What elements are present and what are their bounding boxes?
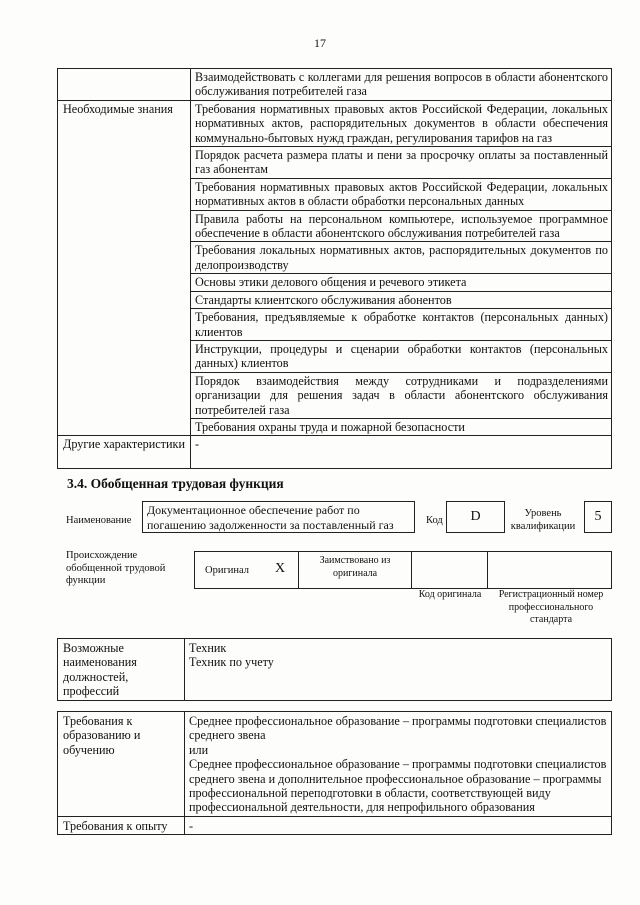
divider [411, 551, 412, 589]
table-row [58, 436, 612, 469]
education-value [185, 712, 612, 817]
code-label: Код [426, 515, 443, 526]
education-label: Требования к образованию и обучению [58, 712, 185, 817]
knowledge-item: Порядок расчета размера платы и пени за просрочку оплаты за поставленный газ абонентам [191, 147, 612, 179]
table-row [58, 712, 612, 817]
knowledge-item: Требования охраны труда и пожарной безопасности [191, 418, 612, 435]
knowledge-item: Требования, предъявляемые к обработке контактов (персональных данных) клиентов [191, 309, 612, 341]
knowledge-item: Требования нормативных правовых актов Российской Федерации, локальных нормативных актов в области обработки персональных данных [191, 178, 612, 210]
knowledge-item: Требования нормативных правовых актов Российской Федерации, локальных нормативных актов, распорядительных документов в области обеспечения коммунально-бытовых нужд граждан, регулирования тарифов на газ [191, 100, 612, 146]
function-name-box: Документационное обеспечение работ по погашению задолженности за поставленный газ [142, 501, 415, 533]
page-number: 17 [314, 36, 326, 50]
table-row [58, 69, 612, 101]
knowledge-item: Требования локальных нормативных актов, распорядительных документов по делопроизводству [191, 242, 612, 274]
knowledge-item: Стандарты клиентского обслуживания абонентов [191, 291, 612, 308]
knowledge-item: Правила работы на персональном компьютере, используемое программное обеспечение в области абонентского обслуживания потребителей газа [191, 210, 612, 242]
code-box: D [446, 501, 505, 533]
knowledge-item: Порядок взаимодействия между сотрудниками и подразделениями организации для решения задач в области абонентского обслуживания потребителей газа [191, 372, 612, 418]
positions-table [57, 638, 612, 701]
other-value: - [191, 436, 612, 469]
level-label: Уровень квалификации [510, 508, 576, 532]
knowledge-item: Основы этики делового общения и речевого этикета [191, 274, 612, 291]
skills-knowledge-table [57, 68, 612, 469]
row-value: Взаимодействовать с коллегами для решения вопросов в области абонентского обслуживания потребителей газа [191, 69, 612, 101]
positions-value [185, 639, 612, 701]
table-row [58, 816, 612, 834]
requirements-table [57, 711, 612, 835]
education-text: или [189, 742, 209, 757]
level-box: 5 [584, 501, 612, 533]
table-row [58, 639, 612, 701]
table-row [58, 100, 612, 146]
name-label: Наименование [66, 515, 132, 526]
position-item: Техник [189, 641, 227, 655]
knowledge-label: Необходимые знания [58, 100, 191, 436]
divider [487, 551, 488, 589]
education-text: Среднее профессиональное образование – программы подготовки специалистов среднего звена [189, 714, 607, 743]
row-label [58, 69, 191, 101]
code-caption: Код оригинала [418, 589, 482, 600]
divider [298, 551, 299, 589]
reg-caption: Регистрационный номер профессионального стандарта [498, 589, 604, 625]
other-label: Другие характеристики [58, 436, 191, 469]
experience-label: Требования к опыту [58, 816, 185, 834]
original-label: Оригинал [205, 565, 249, 576]
experience-value: - [185, 816, 612, 834]
knowledge-item: Инструкции, процедуры и сценарии обработки контактов (персональных данных) клиентов [191, 340, 612, 372]
original-mark: X [275, 561, 286, 576]
position-item: Техник по учету [189, 655, 274, 670]
section-title: 3.4. Обобщенная трудовая функция [67, 476, 284, 491]
education-text: Среднее профессиональное образование – программы подготовки специалистов среднего звена и дополнительное профессиональное образование – программы профессиональной переподготовки в области, соответствующей виду профессиональной деятельности, для непрофильного образования [189, 757, 607, 815]
origin-grid [194, 551, 612, 589]
origin-label: Происхождение обобщенной трудовой функции [66, 550, 166, 586]
borrowed-label: Заимствовано из оригинала [319, 555, 391, 579]
positions-label: Возможные наименования должностей, профессий [58, 639, 185, 701]
